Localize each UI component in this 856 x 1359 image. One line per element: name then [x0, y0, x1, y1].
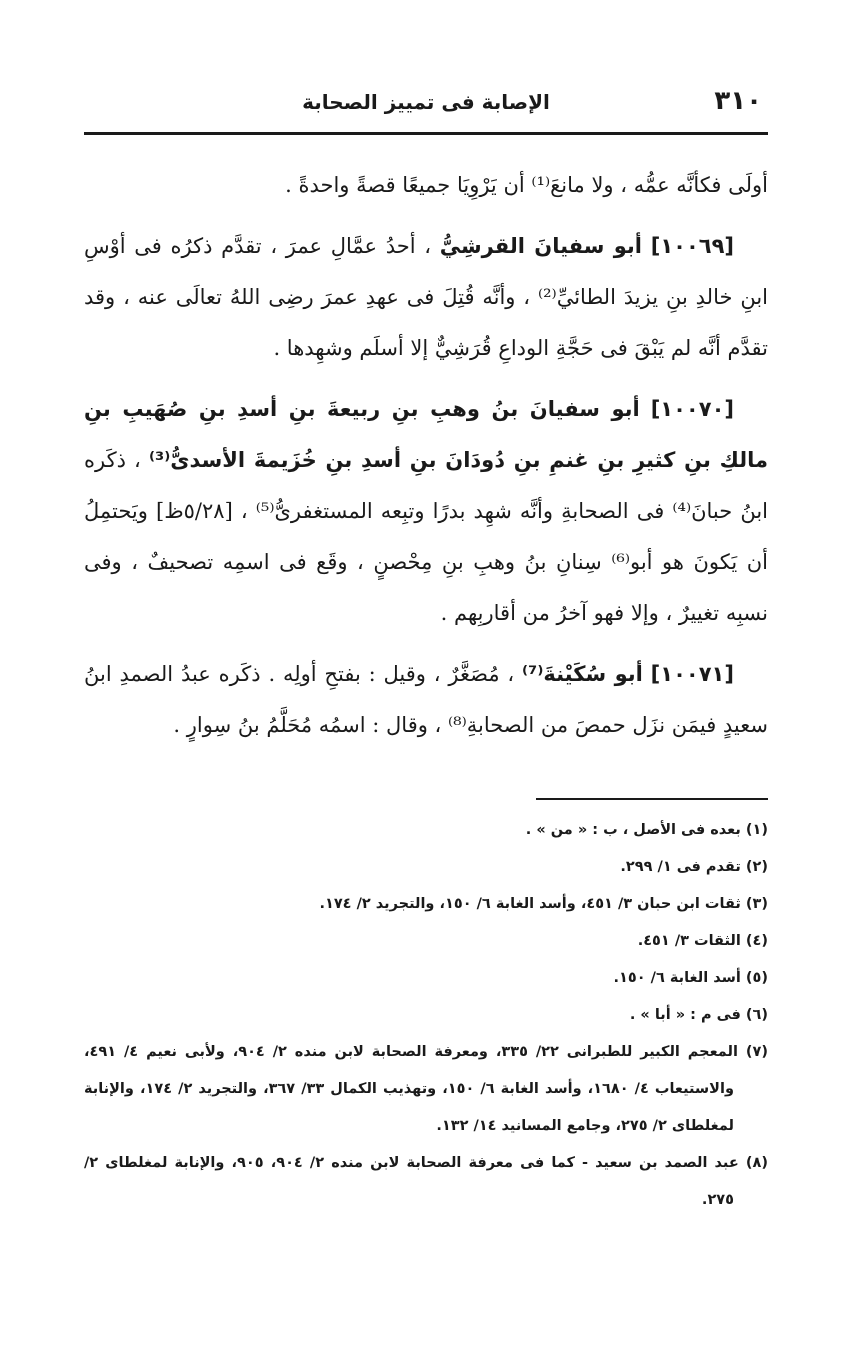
- main-text: [84, 160, 768, 761]
- entry-text: ، ذكَره ابنُ حبانَ⁽⁴⁾ فى الصحابةِ وأنَّه شهِد بدرًا وتبِعه المستغفرىُّ⁽⁵⁾ ، [٥/٢٨ظ] ويَحتمِلُ أن يَكونَ هو أبو⁽⁶⁾ سِنانِ بنُ وهبِ بنِ مِحْصنٍ ، وقَع فى اسمِه تصحيفٌ ، وفى نسبِه تغييرٌ ، وإلا فهو آخرُ من أقاربِهم .: [84, 448, 768, 625]
- running-header: [84, 82, 768, 122]
- continuation-text: أولَى فكأنَّه عمُّه ، ولا مانعَ⁽¹⁾ أن يَرْوِيَا جميعًا قصةً واحدةً .: [285, 173, 768, 197]
- footnote-8: (٨) عبد الصمد بن سعيد - كما فى معرفة الصحابة لابن منده ٢/ ٩٠٤، ٩٠٥، والإنابة لمغلطاى ٢/ ٢٧٥.: [84, 1155, 768, 1208]
- footnote-6: (٦) فى م : « أبا » .: [629, 1007, 768, 1023]
- footnote-7: (٧) المعجم الكبير للطبرانى ٢٢/ ٣٣٥، ومعرفة الصحابة لابن منده ٢/ ٩٠٤، ولأبى نعيم ٤/ ٤٩١، والاستيعاب ٤/ ١٦٨٠، وأسد الغابة ٦/ ١٥٠، وتهذيب الكمال ٣٣/ ٣٦٧، والتجريد ٢/ ١٧٤، والإنابة لمغلطاى ٢/ ٢٧٥، وجامع المسانيد ١٤/ ١٣٢.: [84, 1044, 768, 1134]
- entry-10069: [84, 221, 768, 374]
- entry-number: [١٠٠٦٩]: [650, 234, 735, 258]
- page-number: ٣١٠: [714, 86, 762, 116]
- entry-name: أبو سفيانَ القرشِيُّ: [439, 234, 642, 258]
- footnote-rule: [536, 798, 768, 800]
- paragraph-continuation: [84, 160, 768, 211]
- footnotes: [84, 812, 768, 1219]
- header-rule: [84, 132, 768, 135]
- entry-text: ، أحدُ عمَّالِ عمرَ ، تقدَّم ذكرُه فى أوْسِ ابنِ خالدِ بنِ يزيدَ الطائيِّ⁽²⁾ ، وأنَّه قُتِلَ فى عهدِ عمرَ رضِى اللهُ تعالَى عنه ، وقد تقدَّم أنَّه لم يَبْقَ فى حَجَّةِ الوداعِ قُرَشِيٌّ إلا أسلَم وشهِدها .: [84, 234, 769, 360]
- footnote-5: (٥) أسد الغابة ٦/ ١٥٠.: [613, 970, 768, 986]
- entry-name: أبو سفيانَ بنُ وهبِ بنِ ربيعةَ بنِ أسدِ بنِ صُهَيبِ بنِ مالكِ بنِ كثيرِ بنِ غنمِ بنِ دُودَانَ بنِ أسدِ بنِ خُزَيمةَ الأسدىُّ⁽³⁾: [84, 397, 768, 472]
- entry-number: [١٠٠٧١]: [650, 662, 734, 686]
- entry-10071: [84, 649, 768, 751]
- entry-number: [١٠٠٧٠]: [650, 397, 734, 421]
- footnote-3: (٣) ثقات ابن حبان ٣/ ٤٥١، وأسد الغابة ٦/ ١٥٠، والتجريد ٢/ ١٧٤.: [319, 896, 768, 912]
- entry-10070: [84, 384, 768, 639]
- running-title: الإصابة فى تمييز الصحابة: [302, 90, 550, 114]
- entry-text: ، مُصَغَّرٌ ، وقيل : بفتحِ أولِه . ذكَره عبدُ الصمدِ ابنُ سعيدٍ فيمَن نزَل حمصَ من الصحابةِ⁽⁸⁾ ، وقال : اسمُه مُحَلَّمُ بنُ سِوارٍ .: [84, 662, 768, 737]
- footnote-4: (٤) الثقات ٣/ ٤٥١.: [637, 933, 768, 949]
- entry-name: أبو سُكَيْنةَ⁽⁷⁾: [522, 662, 643, 686]
- footnote-1: (١) بعده فى الأصل ، ب : « من » .: [525, 822, 768, 838]
- footnote-2: (٢) تقدم فى ١/ ٢٩٩.: [620, 859, 768, 875]
